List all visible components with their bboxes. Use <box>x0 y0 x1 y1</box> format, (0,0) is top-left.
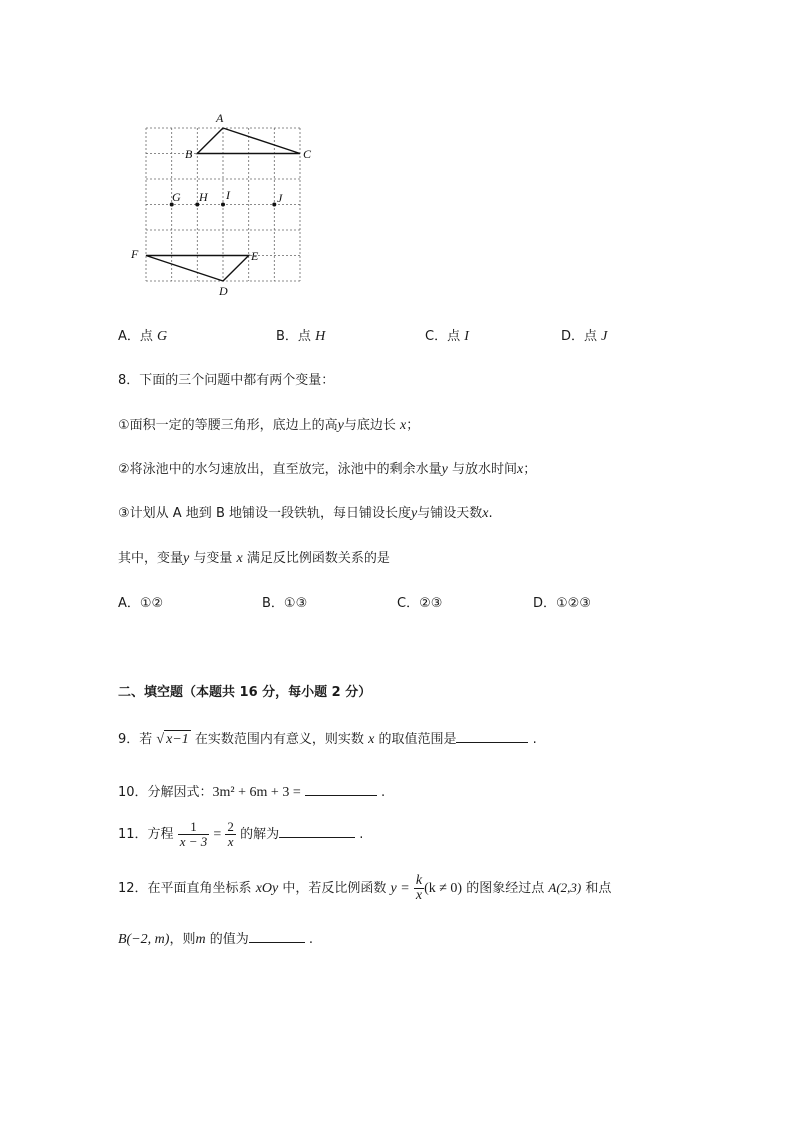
section-2-title: 二、填空题（本题共 16 分，每小题 2 分） <box>118 685 372 700</box>
q8-option-a: A．①② <box>118 596 164 611</box>
label-g: G <box>172 190 181 204</box>
label-f: F <box>131 247 139 261</box>
q12-line-1: 12．在平面直角坐标系 xOy 中，若反比例函数 y = $\frac{k}{x}$ (k ≠ 0) 的图象经过点 A(2,3) 和点 <box>118 873 612 903</box>
q8-item-2: ②将泳池中的水匀速放出，直至放完，泳池中的剩余水量y 与放水时间x； <box>118 462 537 477</box>
q10-expression: 3m² + 6m + 3 = <box>212 785 301 800</box>
q11-answer-blank[interactable] <box>279 825 355 838</box>
label-a: A <box>216 111 224 125</box>
sqrt-expression: √ x−1 <box>156 732 189 747</box>
label-h: H <box>199 190 208 204</box>
q7-option-d: D．点 J <box>561 329 608 344</box>
q9-answer-blank[interactable] <box>456 730 528 743</box>
q12-fraction: $\frac{k}{x}$ <box>415 873 423 903</box>
q10: 10．分解因式：3m² + 6m + 3 = . <box>118 785 386 800</box>
q11-fraction-left: $\frac{1}{x - 3}$ <box>179 819 208 849</box>
q10-answer-blank[interactable] <box>305 783 377 796</box>
q11-fraction-right: $\frac{2}{x}$ <box>227 819 234 849</box>
point-j <box>272 203 276 207</box>
label-c: C <box>303 147 312 161</box>
label-d: D <box>219 284 228 298</box>
q7-option-c: C．点 I <box>425 329 469 344</box>
q8-option-b: B．①③ <box>262 596 308 611</box>
q7-option-a: A．点 G <box>118 329 168 344</box>
point-i <box>221 203 225 207</box>
q12-answer-blank[interactable] <box>249 930 305 943</box>
q8-item-1: ①面积一定的等腰三角形，底边上的高y与底边长 x； <box>118 418 420 433</box>
q8-option-c: C．②③ <box>397 596 443 611</box>
label-i: I <box>226 188 230 202</box>
q11: 11．方程 $\frac{1}{x - 3}$ = $\frac{2}{x}$ 的解为 . <box>118 819 364 849</box>
q8-item-3: ③计划从 A 地到 B 地铺设一段铁轨，每日铺设长度y与铺设天数x. <box>118 506 493 521</box>
q9: 9．若 √ x−1 在实数范围内有意义，则实数 x 的取值范围是 . <box>118 732 537 747</box>
q12-line-2: B(−2, m)，则m 的值为 . <box>118 932 314 947</box>
q8-option-d: D．①②③ <box>533 596 591 611</box>
label-e: E <box>251 249 259 263</box>
label-b: B <box>185 147 193 161</box>
label-j: J <box>277 191 283 205</box>
q8-question: 其中，变量y 与变量 x 满足反比例函数关系的是 <box>118 551 390 566</box>
q8-stem: 8．下面的三个问题中都有两个变量： <box>118 373 335 388</box>
q7-option-b: B．点 H <box>276 329 326 344</box>
geometry-figure <box>120 100 320 300</box>
